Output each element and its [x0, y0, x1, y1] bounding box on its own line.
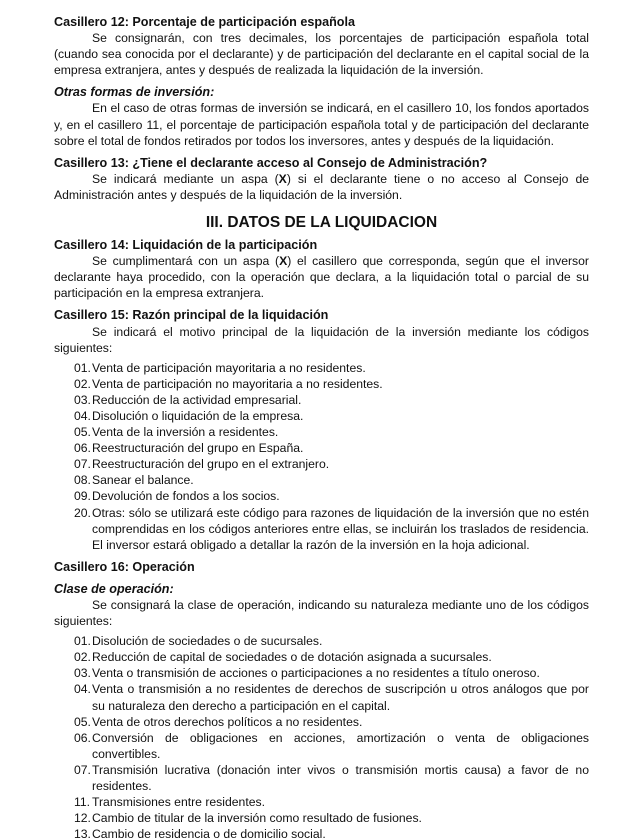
casillero-16-subheading: Clase de operación:	[54, 581, 174, 596]
list-item-text: Conversión de obligaciones en acciones, amortización o venta de obligaciones convertibles.	[92, 730, 589, 761]
list-item-text: Reducción de la actividad empresarial.	[92, 392, 302, 407]
list-item	[54, 408, 589, 424]
casillero-13-text-before: Se indicará mediante un aspa (	[92, 171, 279, 186]
list-item-code: 07.	[74, 762, 91, 777]
casillero-15-heading: Casillero 15: Razón principal de la liquidación	[54, 308, 329, 323]
list-item-text: Reestructuración del grupo en España.	[92, 441, 304, 456]
list-item	[54, 488, 589, 504]
casillero-14-text	[54, 253, 589, 301]
list-item-code: 11.	[74, 795, 91, 810]
list-item	[54, 505, 589, 553]
casillero-12-section	[54, 14, 589, 78]
casillero-13-text-after: ) si el declarante tiene o no acceso al Consejo de Administración antes y después de la liquidación de la inversión.	[54, 171, 589, 202]
casillero-16-section	[54, 559, 589, 839]
list-item-code: 03.	[74, 666, 91, 681]
list-item-code: 09.	[74, 489, 91, 504]
list-item	[54, 649, 589, 665]
casillero-12-heading: Casillero 12: Porcentaje de participación española	[54, 15, 355, 29]
list-item-text: Venta o transmisión a no residentes de derechos de suscripción u otros análogos que por su naturaleza den derecho a participación en el capital.	[92, 682, 589, 713]
list-item-code: 02.	[74, 650, 91, 665]
list-item	[54, 376, 589, 392]
list-item-code: 01.	[74, 634, 91, 649]
list-item	[54, 424, 589, 440]
list-item-text: Reducción de capital de sociedades o de dotación asignada a sucursales.	[92, 650, 492, 665]
list-item-code: 06.	[74, 730, 91, 745]
list-item	[54, 456, 589, 472]
list-item-code: 07.	[74, 457, 91, 472]
casillero-12-text: Se consignarán, con tres decimales, los porcentajes de participación española total (cuando sea conocida por el declarante) y de participación del declarante en el capital social de la empresa extranjera, antes y después de realizada la liquidación de la inversión.	[54, 31, 589, 78]
casillero-14-heading: Casillero 14: Liquidación de la participación	[54, 238, 318, 253]
casillero-14-text-before: Se cumplimentará con un aspa (	[92, 254, 280, 269]
otras-formas-heading: Otras formas de inversión:	[54, 85, 215, 100]
list-item-code: 08.	[74, 473, 91, 488]
list-item	[54, 810, 589, 826]
list-item-code: 12.	[74, 811, 91, 826]
list-item-text: Disolución o liquidación de la empresa.	[92, 408, 304, 423]
casillero-16-code-list	[54, 633, 589, 839]
list-item-code: 04.	[74, 408, 91, 423]
list-item-text: Transmisiones entre residentes.	[92, 795, 265, 810]
casillero-15-code-list	[54, 360, 589, 553]
list-item-code: 04.	[74, 682, 91, 697]
list-item-code: 01.	[74, 360, 91, 375]
list-item-text: Cambio de titular de la inversión como resultado de fusiones.	[92, 811, 422, 826]
casillero-13-section	[54, 155, 589, 203]
list-item-text: Disolución de sociedades o de sucursales.	[92, 634, 323, 649]
list-item	[54, 472, 589, 488]
list-item-code: 05.	[74, 714, 91, 729]
list-item-text: Sanear el balance.	[92, 473, 194, 488]
casillero-13-heading: Casillero 13: ¿Tiene el declarante acceso al Consejo de Administración?	[54, 155, 488, 170]
list-item	[54, 730, 589, 762]
casillero-16-text: Se consignará la clase de operación, indicando su naturaleza mediante uno de los códigos siguientes:	[54, 598, 589, 629]
list-item-text: Transmisión lucrativa (donación inter vivos o transmisión mortis causa) a favor de no residentes.	[92, 762, 589, 794]
list-item-code: 02.	[74, 376, 91, 391]
list-item-text: Venta de participación no mayoritaria a no residentes.	[92, 376, 383, 391]
list-item-code: 20.	[74, 505, 91, 520]
list-item	[54, 794, 589, 810]
casillero-15-text: Se indicará el motivo principal de la liquidación de la inversión mediante los códigos siguientes:	[54, 324, 589, 355]
list-item-text: Devolución de fondos a los socios.	[92, 489, 280, 504]
list-item	[54, 392, 589, 408]
section-title: III. DATOS DE LA LIQUIDACION	[205, 214, 438, 232]
list-item	[54, 360, 589, 376]
list-item-code: 05.	[74, 425, 91, 440]
casillero-13-mark: X	[278, 171, 287, 186]
list-item-text: Venta de participación mayoritaria a no residentes.	[92, 360, 366, 375]
list-item-text: Venta o transmisión de acciones o participaciones a no residentes a título oneroso.	[92, 666, 540, 681]
list-item-code: 13.	[74, 827, 91, 839]
otras-formas-section	[54, 84, 589, 148]
list-item	[54, 762, 589, 794]
list-item	[54, 826, 589, 839]
list-item-text: Cambio de residencia o de domicilio social.	[92, 827, 326, 839]
otras-formas-text: En el caso de otras formas de inversión se indicará, en el casillero 10, los fondos aportados y, en el casillero 11, el porcentaje de participación española total y de participación del declarante sobre el total de fondos retirados por todos los inversores, antes y después de la liquidación.	[54, 101, 589, 148]
list-item	[54, 714, 589, 730]
list-item-text: Venta de otros derechos políticos a no residentes.	[92, 714, 363, 729]
casillero-14-section	[54, 237, 589, 301]
list-item	[54, 665, 589, 681]
list-item-code: 06.	[74, 441, 91, 456]
list-item-text: Otras: sólo se utilizará este código para razones de liquidación de la inversión que no estén comprendidas en los códigos anteriores entre ellas, se incluirán los traslados de residencia. El inversor estará obligado a detallar la razón de la inversión en la hoja adicional.	[92, 505, 589, 552]
casillero-16-heading: Casillero 16: Operación	[54, 559, 195, 574]
list-item-code: 03.	[74, 392, 91, 407]
casillero-14-mark: X	[279, 254, 288, 269]
list-item-text: Reestructuración del grupo en el extranjero.	[92, 457, 330, 472]
list-item	[54, 633, 589, 649]
casillero-13-text	[54, 171, 589, 203]
list-item	[54, 440, 589, 456]
casillero-15-section	[54, 307, 589, 552]
list-item	[54, 681, 589, 713]
casillero-14-text-after: ) el casillero que corresponda, según que el inversor declarante haya procedido, con la operación que declara, a la liquidación total o parcial de su participación en la empresa extranjera.	[54, 254, 589, 301]
list-item-text: Venta de la inversión a residentes.	[92, 425, 279, 440]
